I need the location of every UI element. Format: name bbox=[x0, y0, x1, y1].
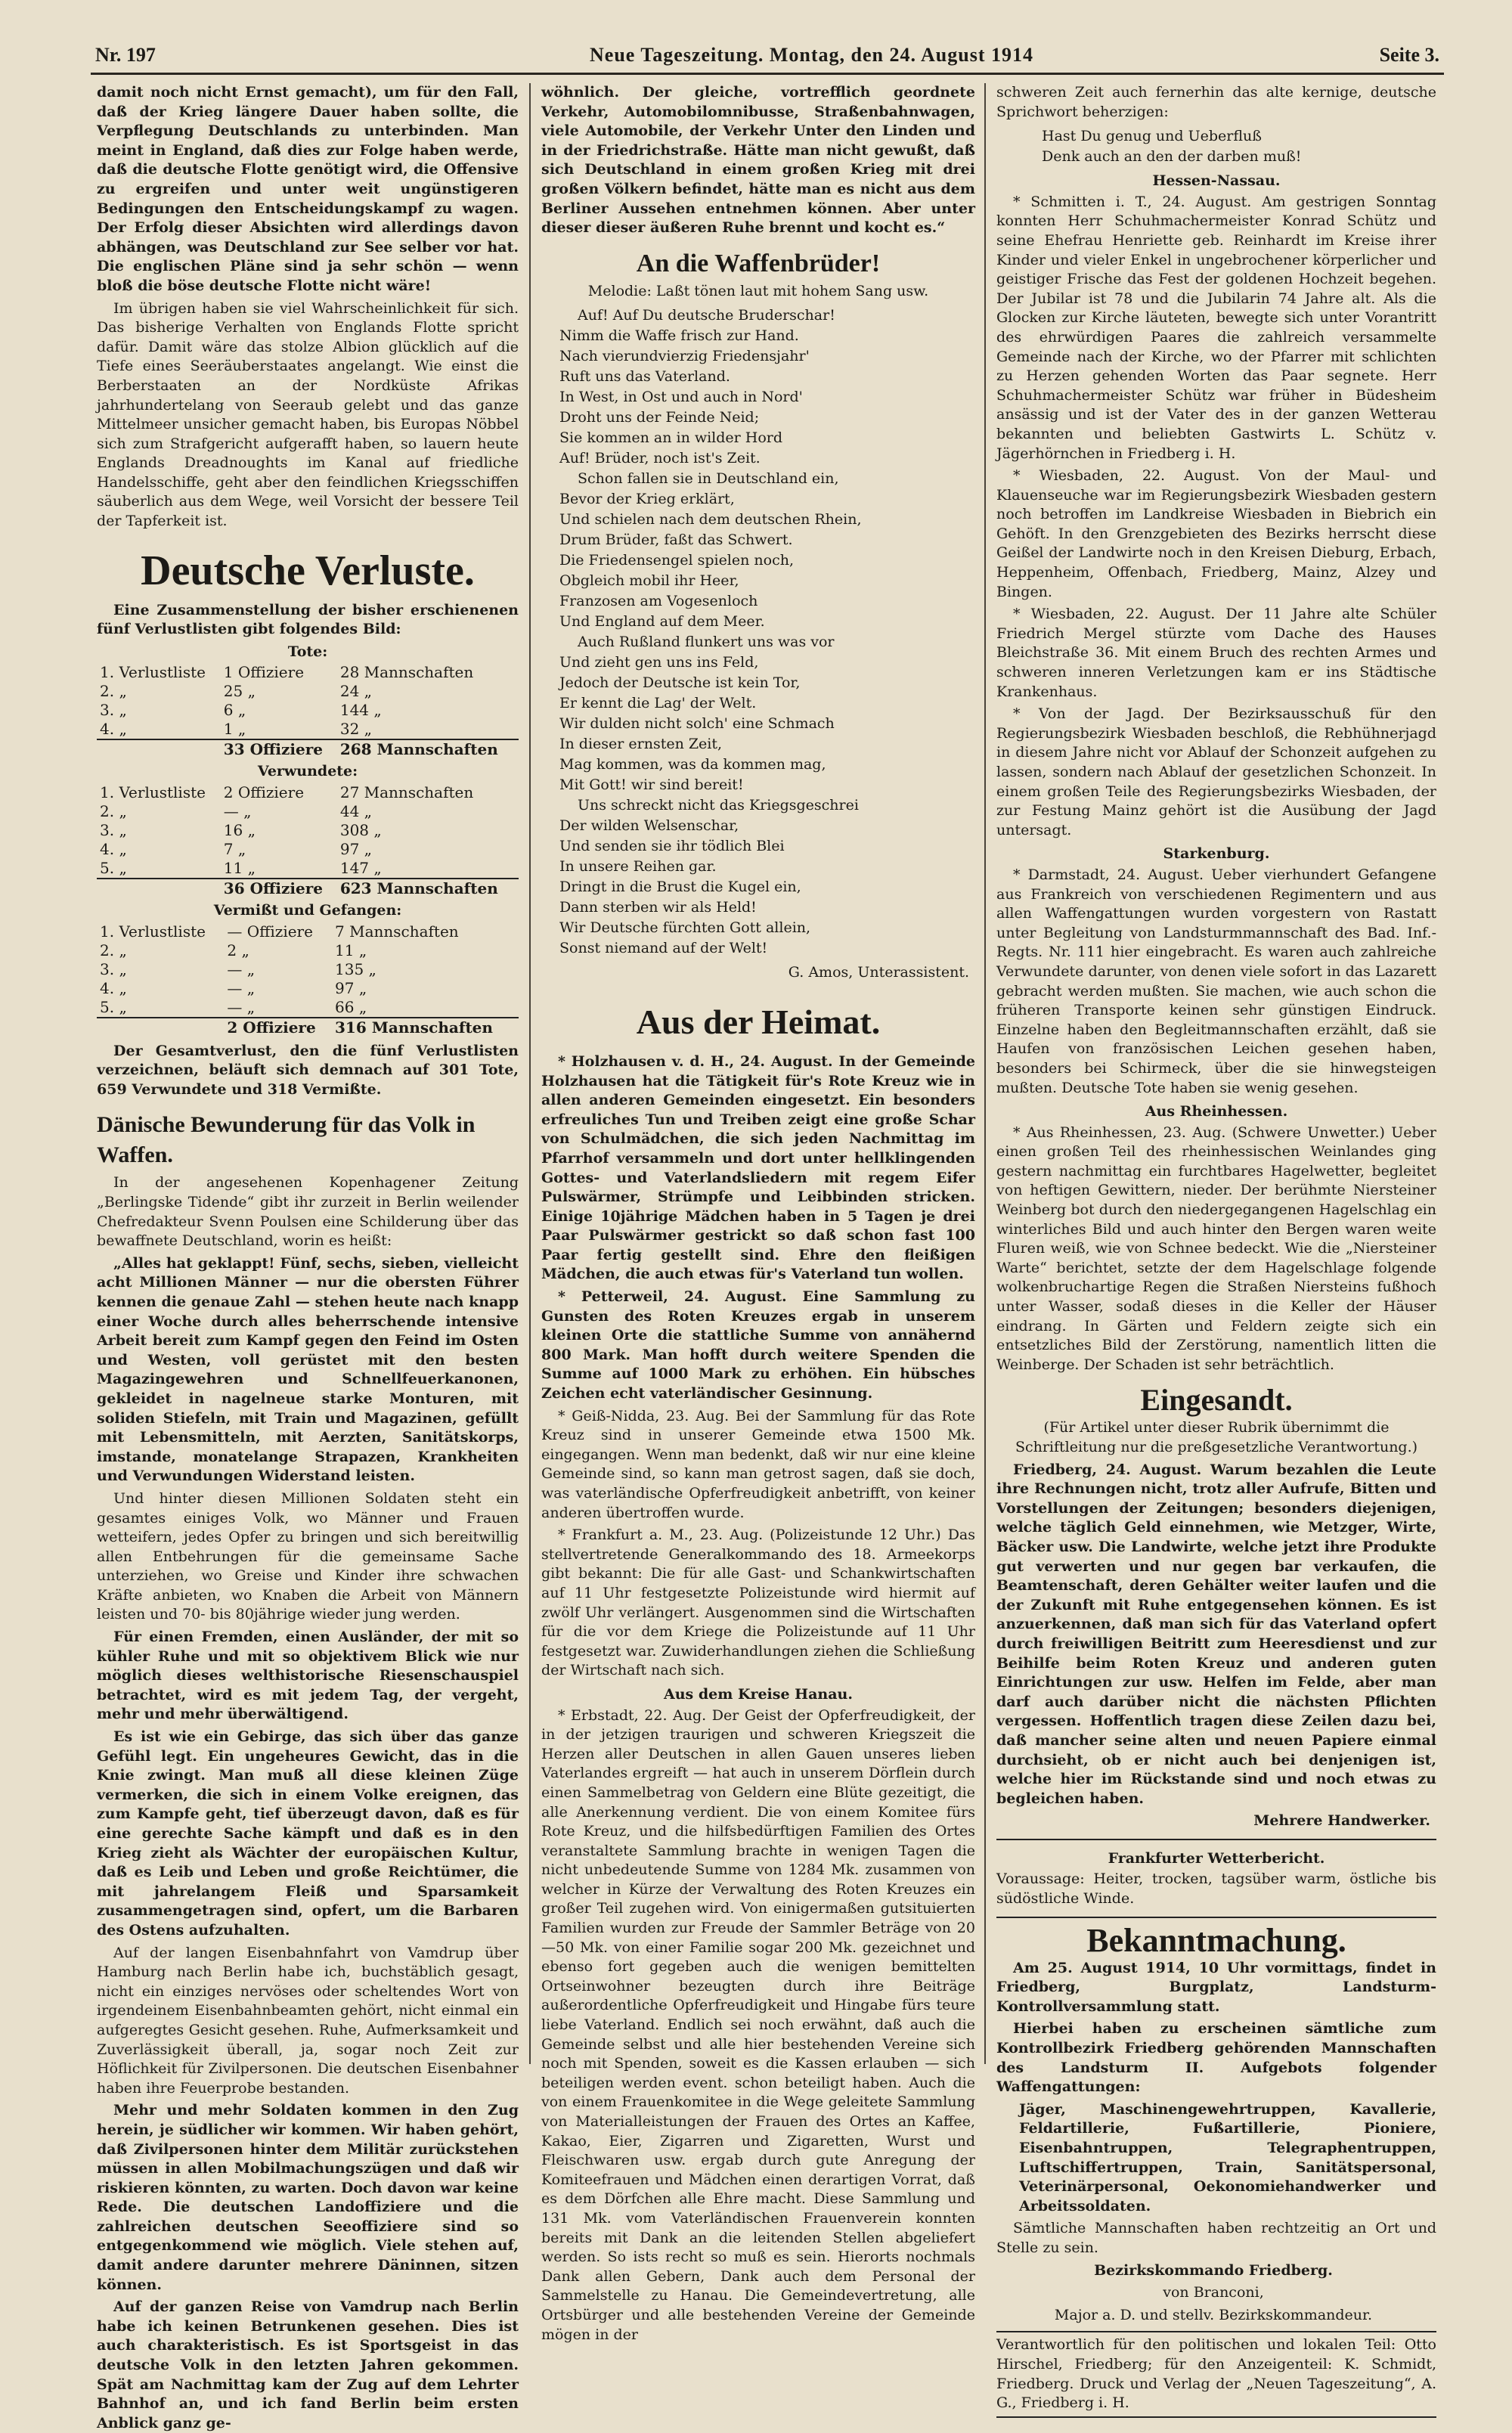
column-rule bbox=[529, 83, 531, 2064]
article-paragraph: Für einen Fremden, einen Ausländer, der mit so kühler Ruhe und mit so objektivem Blick wie nur möglich dieses welthistorische Riesenschauspiel betrachtet, wird es mit jedem Tag, der vergeht, mehr und mehr überwältigend. bbox=[97, 1629, 519, 1723]
column-2 bbox=[541, 83, 975, 2343]
table-cell: 7 „ bbox=[223, 840, 246, 859]
table-cell: 144 „ bbox=[339, 701, 382, 720]
article-paragraph: schweren Zeit auch fernerhin das alte kernige, deutsche Sprichwort beherzigen: bbox=[996, 84, 1436, 120]
poem bbox=[559, 305, 975, 959]
poem-author: G. Amos, Unterassistent. bbox=[788, 964, 969, 981]
article-paragraph: „Alles hat geklappt! Fünf, sechs, sieben, vielleicht acht Millionen Männer — nur die obersten Führer kennen die genaue Zahl — stehen heute nach knapp einer Woche durch alles beherrschende intensive Arbeit bereit zum Kampf gegen den Feind im Osten und Westen, voll gerüstet mit den besten Magazingewehren und Schnellfeuerkanonen, gekleidet in nagelneue starke Monturen, mit soliden Stiefeln, mit Train und Magazinen, gefüllt mit Lebensmitteln, mit Aerzten, Sanitätskorps, imstande, monatelange Strapazen, Krankheiten und Verwundungen Widerstand leisten. bbox=[97, 1254, 519, 1485]
poem-line: Und senden sie ihr tödlich Blei bbox=[559, 838, 785, 855]
poem-line: Wir dulden nicht solch' eine Schmach bbox=[559, 715, 835, 733]
table-cell: 24 „ bbox=[339, 682, 373, 701]
page-header bbox=[91, 39, 1444, 75]
section-heading: Hessen-Nassau. bbox=[1152, 172, 1281, 190]
table-row bbox=[97, 720, 519, 739]
article-paragraph: In der angesehenen Kopenhagener Zeitung „Berlingske Tidende“ gibt ihr zurzeit in Berlin weilender Chefredakteur Svenn Poulsen eine Schilderung über das bewaffnete Deutschland, worin es heißt: bbox=[97, 1174, 519, 1250]
headline-announcement: Bekanntmachung. bbox=[1086, 1921, 1346, 1959]
poem-melody: Melodie: Laßt tönen laut mit hohem Sang usw. bbox=[587, 282, 929, 299]
announcement-sign: Major a. D. und stellv. Bezirkskommandeur. bbox=[1054, 2306, 1373, 2323]
table-row bbox=[97, 922, 519, 941]
table-cell: 44 „ bbox=[339, 802, 373, 821]
article-paragraph: Im übrigen haben sie viel Wahrscheinlichkeit für sich. Das bisherige Verhalten von Englands Flotte spricht dafür. Damit wäre das stolze Albion glücklich auf die Tiefe eines Seeräuberstaates angelangt. Wie einst die Berberstaaten an der Nordküste Afrikas jahrhundertelang von Seeraub gelebt und das ganze Mittelmeer unsicher gemacht haben, bis Europas Nöbbel sich zum Strafgericht aufgerafft haben, so lauern heute Englands Dreadnoughts im Kanal auf friedliche Handelsschiffe, geht aber den feindlichen Kriegsschiffen säuberlich aus dem Wege, weil Vorsicht der bessere Teil der Tapferkeit ist. bbox=[97, 299, 519, 530]
table-cell: — „ bbox=[227, 997, 256, 1016]
table-cell: 5. „ bbox=[100, 859, 127, 878]
table-row bbox=[97, 783, 519, 802]
news-item: * Geiß-Nidda, 23. Aug. Bei der Sammlung für das Rote Kreuz sind in unserer Gemeinde etwa 1500 Mk. eingegangen. Wenn man bedenkt, daß wir nur eine kleine Gemeinde sind, so kann man getrost sagen, daß sie doch, was vaterländische Opferfreudigkeit anbetrifft, von keiner anderen übertroffen wurde. bbox=[541, 1407, 975, 1521]
announcement-sign: Bezirkskommando Friedberg. bbox=[1094, 2261, 1333, 2279]
section-heading: Aus dem Kreise Hanau. bbox=[663, 1685, 853, 1703]
table-total-row bbox=[97, 879, 519, 898]
table-cell: 316 Mannschaften bbox=[332, 1018, 519, 1037]
headline-heimat: Aus der Heimat. bbox=[636, 1002, 881, 1041]
table-cell: 25 „ bbox=[223, 682, 256, 701]
table-cell: 7 Mannschaften bbox=[335, 922, 459, 941]
table-cell: 2. „ bbox=[100, 802, 127, 821]
masthead: Neue Tageszeitung. Montag, den 24. August 1914 bbox=[590, 44, 1033, 66]
table-cell: 16 „ bbox=[223, 821, 256, 840]
table-row bbox=[97, 682, 519, 701]
missing-table bbox=[97, 922, 519, 1037]
article-paragraph: Mehr und mehr Soldaten kommen in den Zug herein, je südlicher wir kommen. Wir haben gehört, daß Zivilpersonen hinter dem Militär zurückstehen müssen in allen Mobilmachungszügen und daß wir riskieren könnten, zu warten. Doch davon war keine Rede. Die deutschen Landoffiziere und die zahlreichen deutschen Seeoffiziere sind so entgegenkommend wie möglich. Viele stehen auf, damit andere darunter mehrere Däninnen, sitzen können. bbox=[97, 2102, 519, 2293]
losses-summary: Der Gesamtverlust, den die fünf Verlustlisten verzeichnen, beläuft sich demnach auf 301 Tote, 659 Verwundete und 318 Vermißte. bbox=[97, 1042, 519, 1098]
table-cell: — „ bbox=[223, 802, 252, 821]
eingesandt-signature: Mehrere Handwerker. bbox=[1253, 1812, 1430, 1830]
table-cell: 97 „ bbox=[335, 978, 367, 997]
table-cell: 135 „ bbox=[335, 959, 376, 978]
section-heading: Starkenburg. bbox=[1163, 845, 1270, 863]
table-row bbox=[97, 859, 519, 879]
announcement-sign: von Branconi, bbox=[1163, 2284, 1264, 2301]
poem-line: Nimm die Waffe frisch zur Hand. bbox=[559, 327, 799, 345]
table-cell bbox=[97, 1018, 224, 1037]
dead-table bbox=[97, 663, 519, 759]
article-paragraph: damit noch nicht Ernst gemacht), um für den Fall, daß der Krieg längere Dauer haben sollte, die Verpflegung Deutschlands zu unterbinden. Man meint in England, daß dies zur Folge haben werde, daß die deutsche Flotte genötigt wird, die Offensive zu ergreifen und unter weit ungünstigeren Bedingungen den Entscheidungskampf zu wagen. Der Erfolg dieser Absichten wird allerdings davon abhängen, was Deutschland zur See selber vor hat. Die englischen Pläne sind ja sehr schön — wenn bloß die böse deutsche Flotte nicht wäre! bbox=[97, 84, 519, 294]
headline-poem: An die Waffenbrüder! bbox=[636, 249, 881, 277]
table-cell bbox=[97, 739, 221, 759]
table-cell: 4. „ bbox=[100, 720, 127, 739]
eingesandt-note: (Für Artikel unter dieser Rubrik übernimmt die Schriftleitung nur die preßgesetzliche Verantwortung.) bbox=[1015, 1419, 1418, 1455]
table-cell: 1 Offiziere bbox=[223, 663, 305, 682]
column-3 bbox=[996, 83, 1436, 2412]
article-paragraph: Auf der ganzen Reise von Vamdrup nach Berlin habe ich keinen Betrunkenen gesehen. Dies ist auch charakteristisch. Es ist Sportsgeist in das deutsche Volk in den letzten Jahren gekommen. Spät am Nachmittag kam der Zug auf dem Lehrter Bahnhof an, und ich fand Berlin beim ersten Anblick ganz ge- bbox=[97, 2298, 519, 2431]
poem-line: Ruft uns das Vaterland. bbox=[559, 368, 730, 386]
table-cell: 2. „ bbox=[100, 941, 127, 959]
news-item: * Von der Jagd. Der Bezirksausschuß für den Regierungsbezirk Wiesbaden beschloß, die Rebhühnerjagd in diesem Jahre nicht vor Ablauf der Schonzeit aufgehen zu lassen, sondern nach Ablauf der gesetzlichen Schonzeit. In einem großen Teile des Regierungsbezirks Wiesbaden, der zur Festung Mainz gehört ist die Ausübung der Jagd untersagt. bbox=[996, 705, 1436, 838]
poem-line: In West, in Ost und auch in Nord' bbox=[559, 389, 803, 406]
article-paragraph: Auf der langen Eisenbahnfahrt von Vamdrup über Hamburg nach Berlin habe ich, buchstäblich gesagt, nicht ein einziges nervöses oder scheltendes Wort von irgendeinem Eisenbahnbeamten gehört, nicht einmal ein aufgeregtes Gesicht gesehen. Ruhe, Aufmerksamkeit und Zuverlässigkeit überall, ja, sogar noch Zeit zur Höflichkeit für Zivilpersonen. Die deutschen Eisenbahner haben ihre Feuerprobe bestanden. bbox=[97, 1944, 519, 2097]
proverb-line: Denk auch an den der darben muß! bbox=[1042, 148, 1302, 166]
poem-line: Bevor der Krieg erklärt, bbox=[559, 491, 735, 508]
poem-line: Er kennt die Lag' der Welt. bbox=[559, 695, 757, 712]
poem-line: Franzosen am Vogesenloch bbox=[559, 593, 758, 610]
column-1 bbox=[97, 83, 519, 2431]
poem-line: Drum Brüder, faßt das Schwert. bbox=[559, 532, 793, 549]
poem-line: Auf! Auf Du deutsche Bruderschar! bbox=[578, 307, 835, 324]
poem-line: Nach vierundvierzig Friedensjahr' bbox=[559, 348, 810, 365]
table-cell: 33 Offiziere bbox=[221, 739, 337, 759]
poem-line: Dann sterben wir als Held! bbox=[559, 899, 757, 916]
proverb bbox=[1042, 126, 1436, 167]
table-cell: 1. Verlustliste bbox=[100, 783, 206, 802]
column-rule bbox=[984, 83, 986, 2064]
table-cell: 3. „ bbox=[100, 959, 127, 978]
table-cell: 28 Mannschaften bbox=[339, 663, 474, 682]
wounded-heading: Verwundete: bbox=[257, 763, 358, 780]
poem-line: In dieser ernsten Zeit, bbox=[559, 736, 723, 753]
table-cell: 5. „ bbox=[100, 997, 127, 1016]
table-row bbox=[97, 802, 519, 821]
poem-line: In unsere Reihen gar. bbox=[559, 858, 717, 876]
poem-line: Schon fallen sie in Deutschland ein, bbox=[578, 470, 839, 488]
table-cell: — „ bbox=[227, 978, 256, 997]
table-cell: 1 „ bbox=[223, 720, 246, 739]
table-cell: 6 „ bbox=[223, 701, 246, 720]
table-cell: 66 „ bbox=[335, 997, 367, 1016]
poem-line: Und zieht gen uns ins Feld, bbox=[559, 654, 759, 671]
poem-line: Sie kommen an in wilder Hord bbox=[559, 429, 783, 447]
table-row bbox=[97, 663, 519, 682]
table-cell: 2 „ bbox=[227, 941, 249, 959]
table-cell: 2. „ bbox=[100, 682, 127, 701]
news-item: * Darmstadt, 24. August. Ueber vierhundert Gefangene aus Frankreich von verschiedenen Regimentern und aus allen Waffengattungen wurden vorgestern von Rastatt unter Begleitung von Landsturmmannschaft des Bad. Inf.-Regts. Nr. 111 hier eingebracht. Es waren auch zahlreiche Verwundete darunter, von denen viele sofort in das Lazarett gebracht werden mußten. Sie machen, wie auch schon die früheren Transporte keinen sehr günstigen Eindruck. Einzelne haben den Begleitmannschaften erzählt, daß sie Haufen von französischen Leichen gesehen haben, besonders bei Schirmeck, über die sie hinwegsteigen mußten. Deutsche Tote haben sie wenig gesehen. bbox=[996, 866, 1436, 1096]
table-row bbox=[97, 701, 519, 720]
table-cell: 32 „ bbox=[339, 720, 373, 739]
issue-number: Nr. 197 bbox=[95, 44, 156, 66]
table-cell: 11 „ bbox=[335, 941, 367, 959]
table-cell: 1. Verlustliste bbox=[100, 663, 206, 682]
news-item: * Petterweil, 24. August. Eine Sammlung zu Gunsten des Roten Kreuzes ergab in unserem kleinen Orte die stattliche Summe von annähernd 800 Mark. Man hofft durch weitere Spenden die Summe auf 1000 Mark zu erhöhen. Ein hübsches Zeichen echt vaterländischer Gesinnung. bbox=[541, 1288, 975, 1402]
poem-line: Wir Deutsche fürchten Gott allein, bbox=[559, 919, 811, 937]
weather-forecast: Voraussage: Heiter, trocken, tagsüber warm, östliche bis südöstliche Winde. bbox=[996, 1870, 1436, 1908]
poem-line: Sonst niemand auf der Welt! bbox=[559, 940, 768, 957]
announcement-box bbox=[996, 1917, 1436, 2326]
table-cell: 147 „ bbox=[339, 859, 382, 878]
table-cell: 2 Offiziere bbox=[224, 1018, 332, 1037]
dead-heading: Tote: bbox=[287, 643, 328, 660]
poem-line: Die Friedensengel spielen noch, bbox=[559, 552, 795, 569]
weather-box bbox=[996, 1839, 1436, 1909]
table-cell: — Offiziere bbox=[227, 922, 313, 941]
table-row bbox=[97, 840, 519, 859]
headline-danish: Dänische Bewunderung für das Volk in Waffen. bbox=[97, 1112, 476, 1168]
poem-line: Der wilden Welsenschar, bbox=[559, 817, 739, 835]
news-item: * Wiesbaden, 22. August. Der 11 Jahre alte Schüler Friedrich Mergel stürzte vom Dache des Hauses Bleichstraße 36. Mit einem Bruch des rechten Armes und schweren inneren Verletzungen kam er ins Städtische Krankenhaus. bbox=[996, 606, 1436, 700]
table-cell: 268 Mannschaften bbox=[337, 739, 519, 759]
table-cell: 11 „ bbox=[223, 859, 256, 878]
section-heading: Aus Rheinhessen. bbox=[1145, 1103, 1288, 1120]
table-cell: 27 Mannschaften bbox=[339, 783, 474, 802]
imprint: Verantwortlich für den politischen und lokalen Teil: Otto Hirschel, Friedberg; für den Anzeigenteil: K. Schmidt, Friedberg. Druck und Verlag der „Neuen Tageszeitung“, A. G., Friedberg i. H. bbox=[996, 2331, 1436, 2417]
news-item: * Wiesbaden, 22. August. Von der Maul- und Klauenseuche war im Regierungsbezirk Wiesbaden gestern noch betroffen im Landkreise Wiesbaden in Biebrich ein Gehöft. In den Grenzgebieten des Bezirks herrscht diese Geißel der Landwirte noch in den Kreisen Dieburg, Erbach, Heppenheim, Offenbach, Friedberg, Mainz, Alzey und Bingen. bbox=[996, 467, 1436, 600]
missing-heading: Vermißt und Gefangen: bbox=[213, 902, 402, 919]
table-cell: 308 „ bbox=[339, 821, 382, 840]
table-cell bbox=[97, 879, 221, 898]
headline-losses: Deutsche Verluste. bbox=[141, 547, 475, 594]
table-cell: 3. „ bbox=[100, 821, 127, 840]
news-item: * Frankfurt a. M., 23. Aug. (Polizeistunde 12 Uhr.) Das stellvertretende Generalkommando des 18. Armeekorps gibt bekannt: Die für alle Gast- und Schankwirtschaften auf 11 Uhr festgesetzte Polizeistunde wird hiermit auf zwölf Uhr verlängert. Ausgenommen sind die Wirtschaften für die vor dem Kriege die Polizeistunde auf 11 Uhr festgesetzt war. Zuwiderhandlungen ziehen die Schließung der Wirtschaft nach sich. bbox=[541, 1526, 975, 1679]
table-total-row bbox=[97, 739, 519, 759]
poem-line: Auf! Brüder, noch ist's Zeit. bbox=[559, 450, 761, 467]
table-row bbox=[97, 941, 519, 960]
table-total-row bbox=[97, 1018, 519, 1037]
wounded-table bbox=[97, 783, 519, 898]
table-cell: 1. Verlustliste bbox=[100, 922, 206, 941]
poem-line: Und schielen nach dem deutschen Rhein, bbox=[559, 511, 862, 528]
poem-line: Und England auf dem Meer. bbox=[559, 613, 765, 631]
article-paragraph: Friedberg, 24. August. Warum bezahlen die Leute ihre Rechnungen nicht, trotz aller Aufrufe, Bitten und Vorstellungen der Zeitungen; besonders diejenigen, welche täglich Geld einnehmen, wie Metzger, Wirte, Bäcker usw. Die Landwirte, welche jetzt ihre Produkte gut verwerten und nur gegen bar verkaufen, die Beamtenschaft, deren Gehälter weiter laufen und die der Zukunft mit Ruhe entgegensehen können. Es ist anzuerkennen, daß man sich für das Vaterland opfert durch freiwilligen Beitritt zum Heeresdienst und zur Beihilfe beim Roten Kreuz und anderen guten Einrichtungen zur usw. Helfen im Felde, aber man darf auch darüber nicht die nächsten Pflichten vergessen. Hoffentlich tragen diese Zeilen dazu bei, daß mancher seine alten und neuen Papiere einmal durchsieht, ob er nicht auch bei denjenigen ist, welche hier im Rückstande sind und noch etwas zu begleichen haben. bbox=[996, 1461, 1436, 1807]
article-paragraph: Und hinter diesen Millionen Soldaten steht ein gesamtes einiges Volk, wo Männer und Frauen wetteifern, jedes Opfer zu bringen und sich bereitwillig allen Entbehrungen für die gemeinsame Sache unterziehen, wo Greise und Kinder ihre schwachen Kräfte anbieten, wo Knaben die Arbeit von Männern leisten und 70- bis 80jährige wieder jung werden. bbox=[97, 1489, 519, 1623]
table-row bbox=[97, 821, 519, 840]
headline-eingesandt: Eingesandt. bbox=[1140, 1383, 1293, 1418]
announcement-list: Jäger, Maschinengewehrtruppen, Kavallerie, Feldartillerie, Fußartillerie, Pioniere, Eisenbahntruppen, Telegraphentruppen, Luftschiffertruppen, Train, Sanitätspersonal, Veterinärpersonal, Oekonomiehandwerker und Arbeitssoldaten. bbox=[1019, 2100, 1436, 2214]
poem-line: Obgleich mobil ihr Heer, bbox=[559, 572, 739, 590]
table-row bbox=[97, 979, 519, 998]
poem-line: Mit Gott! wir sind bereit! bbox=[559, 776, 744, 794]
table-cell: 3. „ bbox=[100, 701, 127, 720]
weather-heading: Frankfurter Wetterbericht. bbox=[1108, 1849, 1325, 1867]
news-item: * Erbstadt, 22. Aug. Der Geist der Opferfreudigkeit, der in der jetzigen traurigen und schweren Kriegszeit die Herzen aller Deutschen in allen Gauen unseres lieben Vaterlandes ergreift — hat auch in unserem Dörflein durch einen Sammelbetrag von Geldern eine Blüte gezeitigt, die alle Anerkennung verdient. Die von einem Komitee fürs Rote Kreuz, und die hilfsbedürftigen Familien des Ortes veranstaltete Sammlung brachte in wenigen Tagen die nicht unbedeutende Summe von 1284 Mk. zusammen von welcher in Kürze der Verwaltung des Roten Kreuzes ein großer Teil zugehen wird. Von einigermaßen gutsituierten Familien wurden zur Freude der Sammler Beträge von 20—50 Mk. von einer Familie sogar 200 Mk. gezeichnet und ebenso fort gegeben auch die wenigen bemittelten Ortseinwohner bezeugten durch ihre Beiträge außerordentliche Opferfreudigkeit und Hingabe fürs teure liebe Vaterland. Endlich sei noch erwähnt, daß auch die Gemeinde selbst und alle hier bestehenden Vereine sich noch mit Spenden, soweit es die Kassen erlauben — sich beteiligen werden event. schon beteiligt haben. Auch die von einem Frauenkomitee in die Wege geleitete Sammlung von Materialleistungen der Frauen des Ortes an Kaffee, Kakao, Eier, Zigarren und Zigaretten, Wurst und Fleischwaren usw. ergab durch gute Anregung der Komiteefrauen und Mädchen einen derartigen Vorrat, daß es dem Dörfchen alle Ehre macht. Diese Sammlung und 131 Mk. vom Vaterländischen Frauenverein konnten bereits mit Dank an die leitenden Stellen abgeliefert werden. So ists recht so muß es sein. Hierorts nochmals Dank allen Gebern, Dank auch dem Personal der Sammelstelle zu Hanau. Die Gemeindevertretung, alle Ortsbürger und alle bestehenden Vereine der Gemeinde mögen in der bbox=[541, 1706, 975, 2343]
poem-line: Mag kommen, was da kommen mag, bbox=[559, 756, 826, 773]
announcement-text: Am 25. August 1914, 10 Uhr vormittags, findet in Friedberg, Burgplatz, Landsturm-Kontrollversammlung statt. bbox=[996, 1959, 1436, 2015]
table-cell: 4. „ bbox=[100, 840, 127, 859]
table-cell: 4. „ bbox=[100, 978, 127, 997]
table-cell: 36 Offiziere bbox=[221, 879, 337, 898]
page-number: Seite 3. bbox=[1379, 44, 1439, 66]
announcement-text: Hierbei haben zu erscheinen sämtliche zum Kontrollbezirk Friedberg gehörenden Mannschaften des Landsturm II. Aufgebots folgender Waffengattungen: bbox=[996, 2020, 1436, 2096]
poem-line: Jedoch der Deutsche ist kein Tor, bbox=[559, 674, 801, 692]
table-row bbox=[97, 998, 519, 1018]
poem-line: Auch Rußland flunkert uns was vor bbox=[578, 634, 835, 651]
poem-line: Uns schreckt nicht das Kriegsgeschrei bbox=[578, 797, 859, 814]
table-row bbox=[97, 960, 519, 979]
news-item: * Holzhausen v. d. H., 24. August. In der Gemeinde Holzhausen hat die Tätigkeit für's Rote Kreuz wie in allen anderen Gemeinden eingesetzt. Ein besonders erfreuliches Tun und Treiben zeigt eine große Schar von Schulmädchen, die sich jeden Nachmittag im Pfarrhof versammeln und dort unter hellklingenden Gottes- und Vaterlandsliedern mit regem Eifer Pulswärmer, Strümpfe und Leibbinden stricken. Einige 10jährige Mädchen haben in 5 Tagen je drei Paar Pulswärmer gestrickt so daß schon fast 100 Paar fertig gestellt sind. Ehre den fleißigen Mädchen, die auch etwas für's Vaterland tun wollen. bbox=[541, 1052, 975, 1283]
table-cell: — „ bbox=[227, 959, 256, 978]
poem-line: Droht uns der Feinde Neid; bbox=[559, 409, 760, 426]
announcement-text: Sämtliche Mannschaften haben rechtzeitig an Ort und Stelle zu sein. bbox=[996, 2220, 1436, 2256]
article-paragraph: wöhnlich. Der gleiche, vortrefflich geordnete Verkehr, Automobilomnibusse, Straßenbahnwagen, viele Automobile, der Verkehr Unter den Linden und in der Friedrichstraße. Hätte man nicht gewußt, daß sich Deutschland in einem großen Krieg mit drei großen Völkern befindet, hätte man es nicht aus dem Berliner Aussehen entnehmen können. Aber unter dieser dieser äußeren Ruhe brennt und kocht es.“ bbox=[541, 84, 975, 237]
news-item: * Aus Rheinhessen, 23. Aug. (Schwere Unwetter.) Ueber einen großen Teil des rheinhessischen Weinlandes ging gestern nachmittag ein furchtbares Hagelwetter, begleitet von heftigen Gewittern, nieder. Der berühmte Niersteiner Weinberg bot durch den niedergegangenen Hagelschlag ein winterliches Bild und auch hinter den Bergen waren weite Fluren weiß, wie von Schnee bedeckt. Wie die „Niersteiner Warte“ berichtet, setzte der dem Hagelschlage folgende wolkenbruchartige Regen die Straßen Niersteins fußhoch unter Wasser, sodaß dieses in die Keller der Häuser eindrang. In Gärten und Feldern zeigte sich ein entsetzliches Bild der Zerstörung, namentlich litten die Weinberge. Der Schaden ist sehr beträchtlich. bbox=[996, 1124, 1436, 1373]
article-paragraph: Es ist wie ein Gebirge, das sich über das ganze Gefühl legt. Ein ungeheures Gewicht, das in die Knie zwingt. Man muß all diese kleinen Züge vermerken, die sich in einem Volke ereignen, das zum Kampfe geht, tief überzeugt davon, daß es für eine gerechte Sache kämpft und daß es in den Krieg zieht als Wächter der europäischen Kultur, daß es Leib und Leben und große Reichtümer, die mit jahrelangem Fleiß und Sparsamkeit zusammengetragen sind, opfert, um die Barbaren des Ostens aufzuhalten. bbox=[97, 1728, 519, 1939]
proverb-line: Hast Du genug und Ueberfluß bbox=[1042, 128, 1262, 145]
table-cell: 623 Mannschaften bbox=[337, 879, 519, 898]
table-cell: 2 Offiziere bbox=[223, 783, 305, 802]
poem-line: Dringt in die Brust die Kugel ein, bbox=[559, 879, 801, 896]
losses-intro: Eine Zusammenstellung der bisher erschienenen fünf Verlustlisten gibt folgendes Bild: bbox=[97, 601, 519, 638]
news-item: * Schmitten i. T., 24. August. Am gestrigen Sonntag konnten Herr Schuhmachermeister Konrad Schütz und seine Ehefrau Henriette geb. Reinhardt im Kreise ihrer Kinder und vieler Enkel in ungebrochener körperlicher und geistiger Frische das Fest der goldenen Hochzeit begehen. Der Jubilar ist 78 und die Jubilarin 74 Jahre alt. Als die Glocken zur Kirche läuteten, bewegte sich unter Vorantritt des ehrwürdigen Paares die zahlreich versammelte Gemeinde nach der Kirche, wo der Pfarrer mit schlichten zu Herzen gehenden Worten das Paar segnete. Herr Schuhmachermeister Schütz war früher in Büdesheim ansässig und ist der Vater des in der ganzen Wetterau bekannten und beliebten Gastwirts L. Schütz v. Jägerhörnchen in Friedberg i. H. bbox=[996, 193, 1436, 462]
table-cell: 97 „ bbox=[339, 840, 373, 859]
